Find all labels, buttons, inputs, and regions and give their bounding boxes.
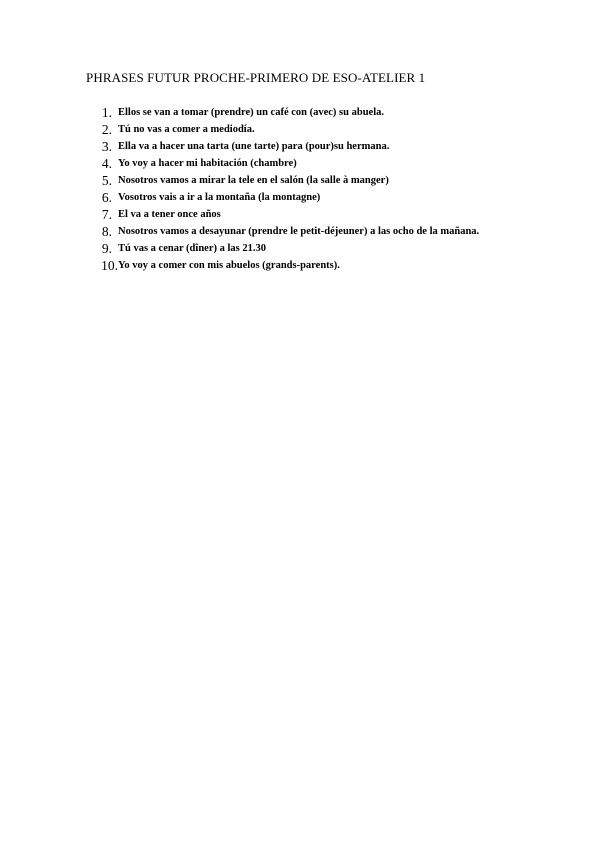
item-text: Ella va a hacer una tarta (une tarte) para (pour)su hermana. — [118, 141, 390, 152]
list-item — [88, 224, 508, 239]
item-text: El va a tener once años — [118, 209, 221, 220]
item-number: 7. — [101, 207, 112, 222]
item-text: Nosotros vamos a desayunar (prendre le petit-déjeuner) a las ocho de la mañana. — [118, 226, 480, 237]
list-item — [88, 258, 508, 273]
item-number: 6. — [101, 190, 112, 205]
item-number: 10. — [101, 258, 118, 273]
item-text: Vosotros vais a ir a la montaña (la montagne) — [118, 192, 321, 203]
item-number: 8. — [101, 224, 112, 239]
item-number: 2. — [101, 122, 112, 137]
item-number: 5. — [101, 173, 112, 188]
item-text: Tú no vas a comer a mediodía. — [118, 124, 255, 135]
list-item — [88, 105, 508, 120]
item-text: Yo voy a hacer mi habitación (chambre) — [118, 158, 297, 169]
item-number: 4. — [101, 156, 112, 171]
item-text: Yo voy a comer con mis abuelos (grands-parents). — [118, 260, 340, 271]
item-number: 1. — [101, 105, 112, 120]
item-number: 9. — [101, 241, 112, 256]
list-item — [88, 190, 508, 205]
list-item — [88, 122, 508, 137]
item-text: Nosotros vamos a mirar la tele en el salón (la salle à manger) — [118, 175, 389, 186]
item-number: 3. — [101, 139, 112, 154]
item-text: Tú vas a cenar (dîner) a las 21.30 — [118, 243, 266, 254]
item-text: Ellos se van a tomar (prendre) un café con (avec) su abuela. — [118, 107, 384, 118]
list-item — [88, 207, 508, 222]
document-title: PHRASES FUTUR PROCHE-PRIMERO DE ESO-ATELIER 1 — [86, 70, 426, 85]
list-item — [88, 156, 508, 171]
sentence-list — [88, 105, 508, 275]
list-item — [88, 139, 508, 154]
list-item — [88, 173, 508, 188]
list-item — [88, 241, 508, 256]
